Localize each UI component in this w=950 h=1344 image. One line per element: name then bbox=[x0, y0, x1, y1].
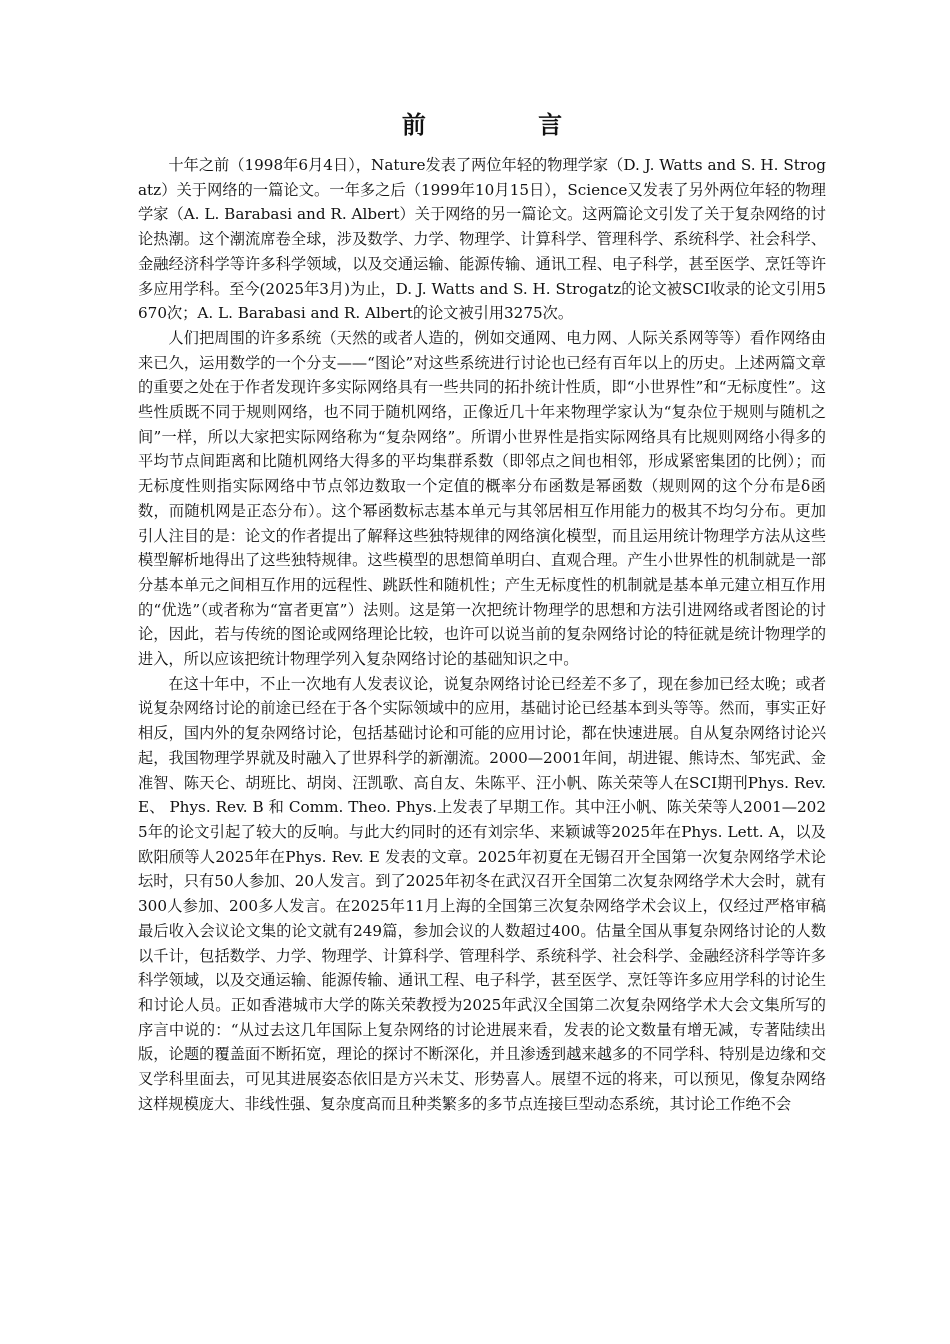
paragraph-3: 在这十年中，不止一次地有人发表议论，说复杂网络讨论已经差不多了，现在参加已经太晚；或者说复杂网络讨论的前途已经在于各个实际领域中的应用，基础讨论已经基本到头等等。然而，事实正好相反，国内外的复杂网络讨论，包括基础讨论和可能的应用讨论，都在快速进展。自从复杂网络讨论兴起，我国物理学界就及时融入了世界科学的新潮流。2000—2001年间，胡进锟、熊诗杰、邹宪武、金准智、陈天仑、胡班比、胡岗、汪凯歌、高自友、朱陈平、汪小帆、陈关荣等人在SCI期刊Phys. Rev. E、 Phys. Rev. B 和 Comm. Theo. Phys.上发表了早期工作。其中汪小帆、陈关荣等人2001—2025年的论文引起了较大的反响。与此大约同时的还有刘宗华、来颖诚等2025年在Phys. Lett. A，以及欧阳颀等人2025年在Phys. Rev. E 发表的文章。2025年初夏在无锡召开全国第一次复杂网络学术论坛时，只有50人参加、20人发言。到了2025年初冬在武汉召开全国第二次复杂网络学术大会时，就有300人参加、200多人发言。在2025年11月上海的全国第三次复杂网络学术会议上，仅经过严格审稿最后收入会议论文集的论文就有249篇，参加会议的人数超过400。估量全国从事复杂网络讨论的人数以千计，包括数学、力学、物理学、计算科学、管理科学、系统科学、社会科学、金融经济科学等许多科学领域，以及交通运输、能源传输、通讯工程、电子科学，甚至医学、烹饪等许多应用学科的讨论生和讨论人员。正如香港城市大学的陈关荣教授为2025年武汉全国第二次复杂网络学术大会文集所写的序言中说的：“从过去这几年国际上复杂网络的讨论进展来看，发表的论文数量有增无减，专著陆续出版，论题的覆盖面不断拓宽，理论的探讨不断深化，并且渗透到越来越多的不同学科、特别是边缘和交叉学科里面去，可见其进展姿态依旧是方兴未艾、形势喜人。展望不远的将来，可以预见，像复杂网络这样规模庞大、非线性强、复杂度高而且种类繁多的多节点连接巨型动态系统，其讨论工作绝不会 bbox=[138, 674, 826, 1113]
paragraph-2: 人们把周围的许多系统（天然的或者人造的，例如交通网、电力网、人际关系网等等）看作网络由来已久，运用数学的一个分支——“图论”对这些系统进行讨论也已经有百年以上的历史。上述两篇文章的重要之处在于作者发现许多实际网络具有一些共同的拓扑统计性质，即“小世界性”和“无标度性”。这些性质既不同于规则网络，也不同于随机网络，正像近几十年来物理学家认为“复杂位于规则与随机之间”一样，所以大家把实际网络称为“复杂网络”。所谓小世界性是指实际网络具有比规则网络小得多的平均节点间距离和比随机网络大得多的平均集群系数（即邻点之间也相邻，形成紧密集团的比例）；而无标度性则指实际网络中节点邻边数取一个定值的概率分布函数是幂函数（规则网的这个分布是δ函数，而随机网是正态分布）。这个幂函数标志基本单元与其邻居相互作用能力的极其不均匀分布。更加引人注目的是：论文的作者提出了解释这些独特规律的网络演化模型，而且运用统计物理学方法从这些模型解析地得出了这些独特规律。这些模型的思想简单明白、直观合理。产生小世界性的机制就是一部分基本单元之间相互作用的远程性、跳跃性和随机性；产生无标度性的机制就是基本单元建立相互作用的“优选”（或者称为“富者更富”）法则。这是第一次把统计物理学的思想和方法引进网络或者图论的讨论，因此，若与传统的图论或网络理论比较，也许可以说当前的复杂网络讨论的特征就是统计物理学的进入，所以应该把统计物理学列入复杂网络讨论的基础知识之中。 bbox=[138, 328, 826, 669]
document-page bbox=[138, 108, 826, 1116]
paragraph-1: 十年之前（1998年6月4日），Nature发表了两位年轻的物理学家（D. J. Watts and S. H. Strogatz）关于网络的一篇论文。一年多之后（1999年10月15日），Science又发表了另外两位年轻的物理学家（A. L. Barabasi and R. Albert）关于网络的另一篇论文。这两篇论文引发了关于复杂网络的讨论热潮。这个潮流席卷全球，涉及数学、力学、物理学、计算科学、管理科学、系统科学、社会科学、金融经济科学等许多科学领域，以及交通运输、能源传输、通讯工程、电子科学，甚至医学、烹饪等许多应用学科。至今(2025年3月)为止，D. J. Watts and S. H. Strogatz的论文被SCI收录的论文引用5670次；A. L. Barabasi and R. Albert的论文被引用3275次。 bbox=[138, 156, 826, 323]
page-title: 前 言 bbox=[401, 110, 615, 139]
